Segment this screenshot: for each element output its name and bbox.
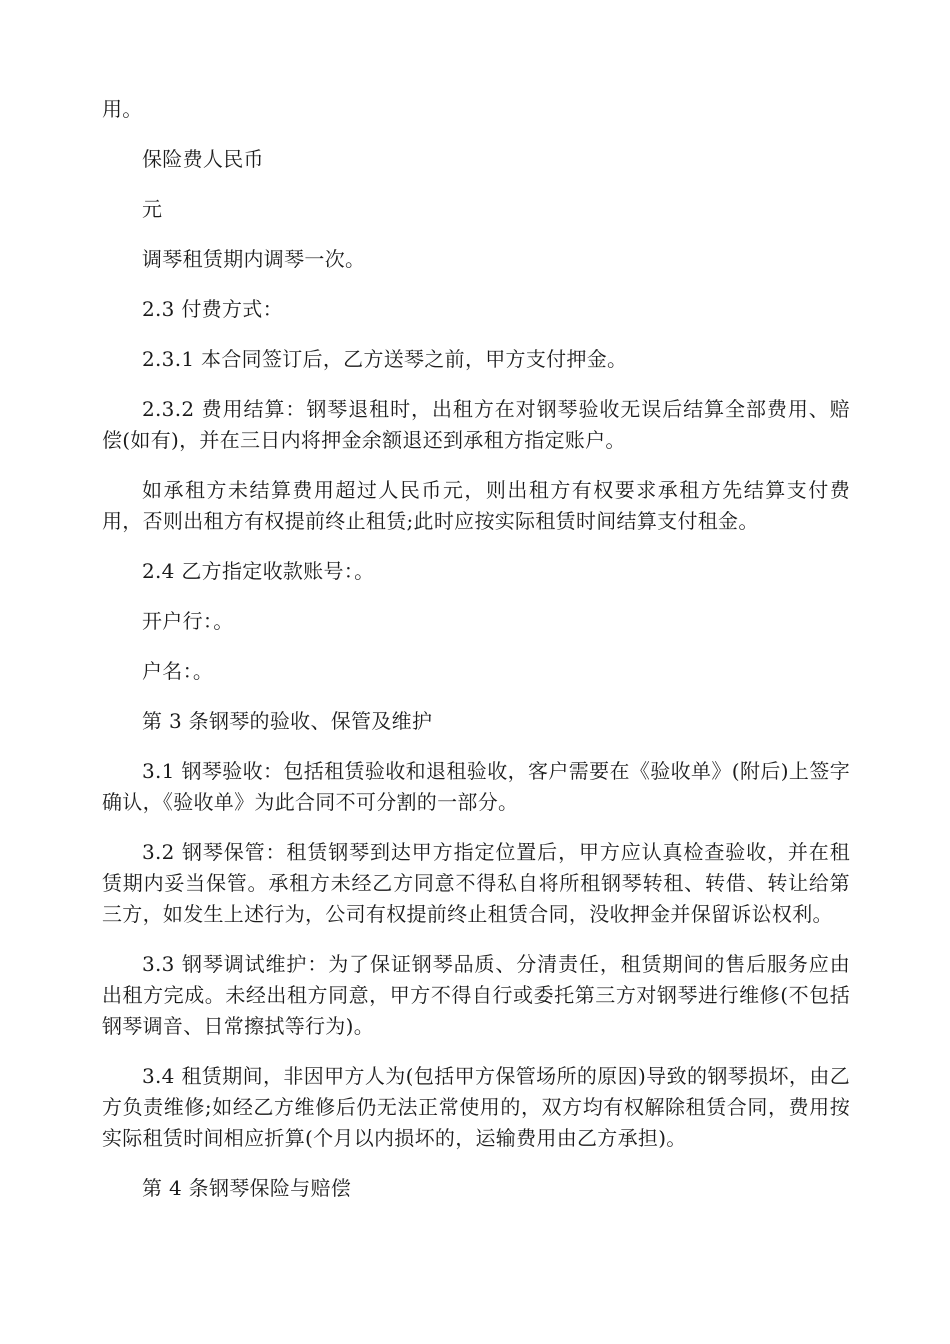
document-body [102, 94, 850, 1223]
paragraph-continuation: 用。 [102, 97, 143, 121]
article-4-heading: 第 4 条钢琴保险与赔偿 [142, 1176, 352, 1200]
paragraph-bank: 开户行：。 [142, 609, 234, 633]
clause-3-1: 3.1 钢琴验收：包括租赁验收和退租验收，客户需要在《验收单》(附后)上签字确认，《验收单》为此合同不可分割的一部分。 [102, 759, 850, 814]
paragraph-currency-unit: 元 [142, 197, 163, 221]
clause-2-3-1: 2.3.1 本合同签订后，乙方送琴之前，甲方支付押金。 [142, 347, 628, 371]
clause-2-3-2: 2.3.2 费用结算：钢琴退租时，出租方在对钢琴验收无误后结算全部费用、赔偿(如有)，并在三日内将押金余额退还到承租方指定账户。 [102, 397, 850, 452]
clause-2-3-heading: 2.3 付费方式： [142, 297, 283, 321]
clause-2-4: 2.4 乙方指定收款账号：。 [142, 559, 375, 583]
paragraph-account-name: 户名：。 [142, 659, 214, 683]
paragraph-insurance-fee: 保险费人民币 [142, 147, 264, 171]
paragraph-tuning: 调琴租赁期内调琴一次。 [142, 247, 366, 271]
clause-3-4: 3.4 租赁期间，非因甲方人为(包括甲方保管场所的原因)导致的钢琴损坏，由乙方负责维修;如经乙方维修后仍无法正常使用的，双方均有权解除租赁合同，费用按实际租赁时间相应折算(个月以内损坏的，运输费用由乙方承担)。 [102, 1064, 850, 1150]
clause-3-3: 3.3 钢琴调试维护：为了保证钢琴品质、分清责任，租赁期间的售后服务应由出租方完成。未经出租方同意，甲方不得自行或委托第三方对钢琴进行维修(不包括钢琴调音、日常擦拭等行为)。 [102, 952, 850, 1038]
paragraph-unpaid-fees: 如承租方未结算费用超过人民币元，则出租方有权要求承租方先结算支付费用，否则出租方有权提前终止租赁;此时应按实际租赁时间结算支付租金。 [102, 478, 850, 533]
article-3-heading: 第 3 条钢琴的验收、保管及维护 [142, 709, 433, 733]
clause-3-2: 3.2 钢琴保管：租赁钢琴到达甲方指定位置后，甲方应认真检查验收，并在租赁期内妥当保管。承租方未经乙方同意不得私自将所租钢琴转租、转借、转让给第三方，如发生上述行为，公司有权提前终止租赁合同，没收押金并保留诉讼权利。 [102, 840, 850, 926]
